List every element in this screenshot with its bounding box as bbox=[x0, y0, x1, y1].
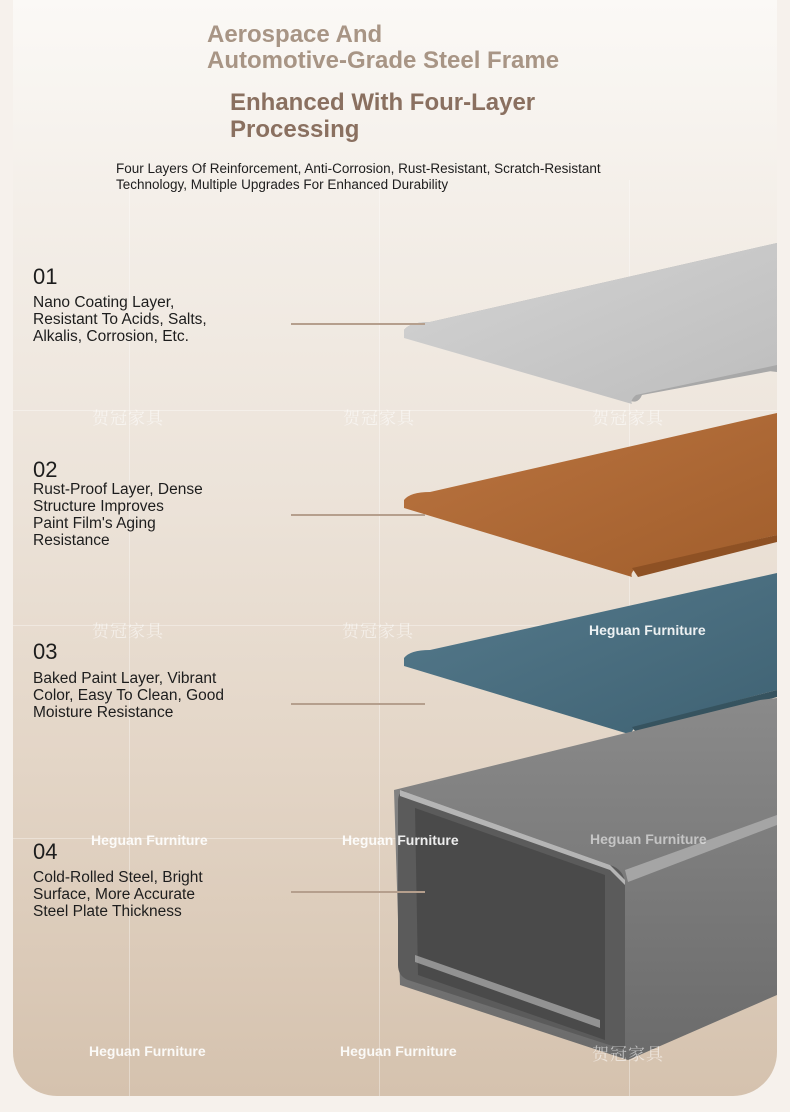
description-line: Resistant To Acids, Salts, bbox=[33, 311, 207, 328]
description-line: Resistance bbox=[33, 532, 110, 549]
leader-line bbox=[291, 703, 425, 705]
description-line: Alkalis, Corrosion, Etc. bbox=[33, 328, 189, 345]
description-line: Baked Paint Layer, Vibrant bbox=[33, 670, 217, 687]
watermark-en: Heguan Furniture bbox=[89, 1043, 206, 1059]
layer-04-steel-tube bbox=[394, 698, 777, 1060]
watermark-cn: 贺冠家具 bbox=[92, 622, 164, 641]
description-line: Moisture Resistance bbox=[33, 704, 174, 721]
description-line: Surface, More Accurate bbox=[33, 886, 195, 903]
watermark-en: Heguan Furniture bbox=[590, 831, 707, 847]
watermark-en: Heguan Furniture bbox=[91, 832, 208, 848]
description-line: Cold-Rolled Steel, Bright bbox=[33, 869, 203, 886]
layer-02-sheet bbox=[404, 413, 777, 577]
watermark-cn: 贺冠家具 bbox=[342, 622, 414, 641]
description-line: Steel Plate Thickness bbox=[33, 903, 182, 920]
page-title bbox=[207, 22, 627, 74]
watermark-cn: 贺冠家具 bbox=[343, 409, 415, 428]
watermark-cn: 贺冠家具 bbox=[592, 1045, 664, 1064]
layer-description bbox=[33, 481, 263, 549]
subtitle-line: Enhanced With Four-Layer bbox=[230, 89, 536, 116]
description-line: Structure Improves bbox=[33, 498, 164, 515]
leader-line bbox=[291, 514, 425, 516]
layer-01-sheet bbox=[404, 243, 777, 404]
layer-number: 03 bbox=[33, 639, 58, 664]
title-line: Automotive-Grade Steel Frame bbox=[207, 47, 560, 74]
description-line: Nano Coating Layer, bbox=[33, 294, 175, 311]
description-line: Color, Easy To Clean, Good bbox=[33, 687, 224, 704]
description-line: Paint Film's Aging bbox=[33, 515, 156, 532]
description-line: Rust-Proof Layer, Dense bbox=[33, 481, 203, 498]
watermark-en: Heguan Furniture bbox=[589, 622, 706, 638]
layer-description bbox=[33, 869, 263, 920]
subtitle-line: Processing bbox=[230, 116, 360, 143]
watermark-cn: 贺冠家具 bbox=[92, 409, 164, 428]
title-line: Aerospace And bbox=[207, 21, 383, 48]
lead-text bbox=[116, 161, 676, 193]
watermark-cn: 贺冠家具 bbox=[592, 409, 664, 428]
leader-line bbox=[291, 323, 425, 325]
watermark-en: Heguan Furniture bbox=[342, 832, 459, 848]
layer-description bbox=[33, 294, 263, 345]
layer-number: 01 bbox=[33, 264, 58, 289]
layer-description bbox=[33, 670, 263, 721]
leader-line bbox=[291, 891, 425, 893]
layer-number: 04 bbox=[33, 839, 58, 864]
lead-line: Four Layers Of Reinforcement, Anti-Corrosion, Rust-Resistant, Scratch-Resistant bbox=[116, 161, 601, 176]
page-subtitle bbox=[230, 89, 610, 143]
watermark-en: Heguan Furniture bbox=[340, 1043, 457, 1059]
layer-number: 02 bbox=[33, 457, 58, 482]
lead-line: Technology, Multiple Upgrades For Enhanced Durability bbox=[116, 177, 449, 192]
